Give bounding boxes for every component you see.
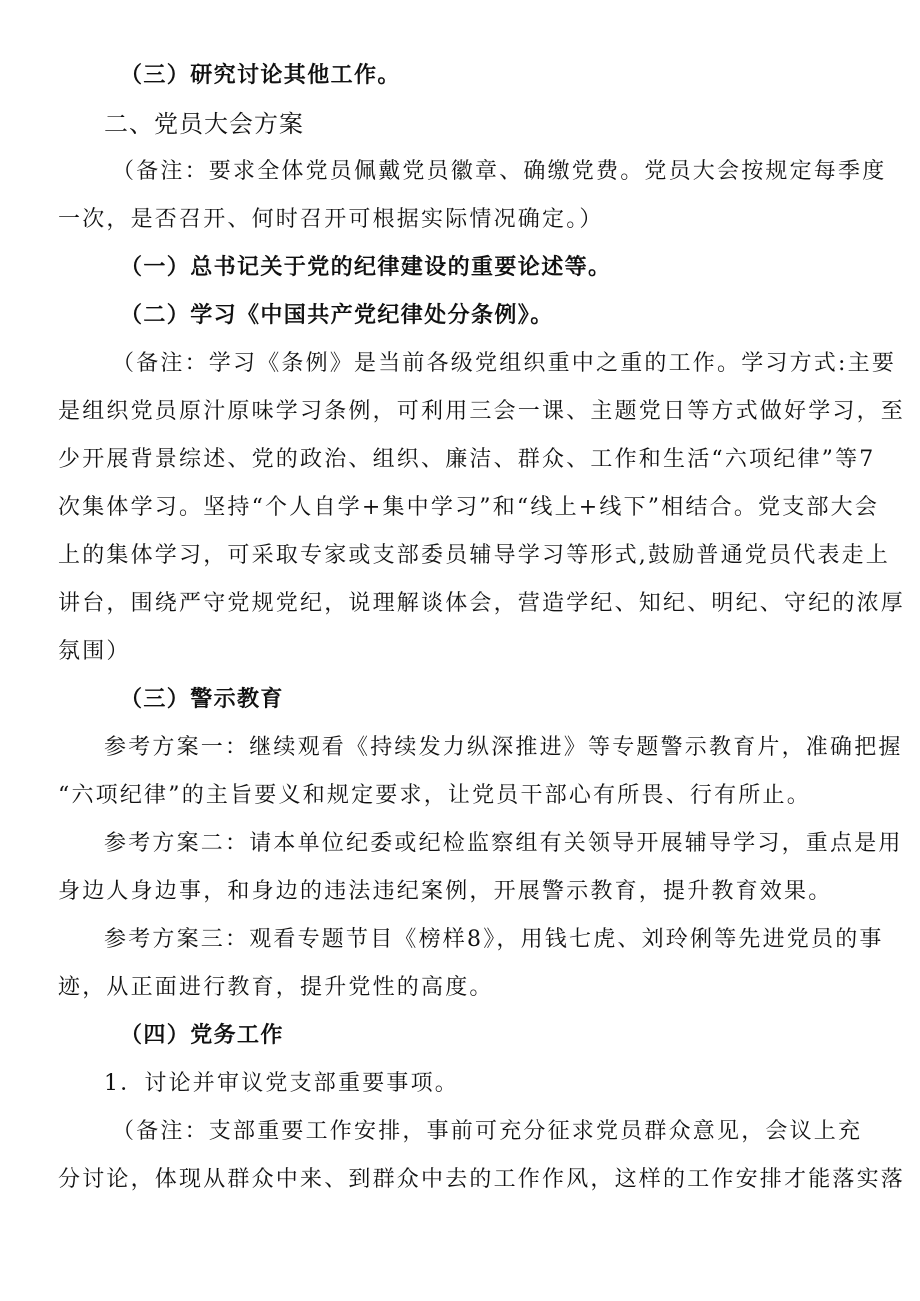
paragraph-line: 少开展背景综述、党的政治、组织、廉洁、群众、工作和生活“六项纪律”等7 — [58, 447, 876, 472]
paragraph-line: 参考方案三：观看专题节目《榜样8》，用钱七虎、刘玲俐等先进党员的事 — [104, 927, 884, 952]
paragraph-line: 次集体学习。坚持“个人自学+集中学习”和“线上+线下”相结合。党支部大会 — [58, 495, 880, 520]
subheading-party-affairs: （四）党务工作 — [120, 1023, 284, 1048]
paragraph-line: （备注：学习《条例》是当前各级党组织重中之重的工作。学习方式:主要 — [112, 351, 897, 376]
paragraph-line: 讲台，围绕严守党规党纪，说理解谈体会，营造学纪、知纪、明纪、守纪的浓厚 — [58, 591, 906, 616]
paragraph-line: 迹，从正面进行教育，提升党性的高度。 — [58, 975, 494, 1000]
subheading-other-work: （三）研究讨论其他工作。 — [120, 63, 401, 88]
paragraph-line: 氛围） — [58, 639, 131, 664]
paragraph-line: 参考方案二：请本单位纪委或纪检监察组有关领导开展辅导学习，重点是用 — [104, 831, 903, 856]
paragraph-line: （备注：要求全体党员佩戴党员徽章、确缴党费。党员大会按规定每季度 — [112, 159, 887, 184]
section-heading-party-meeting: 二、党员大会方案 — [104, 110, 304, 138]
paragraph-line: “六项纪律”的主旨要义和规定要求，让党员干部心有所畏、行有所止。 — [58, 783, 811, 808]
list-item: 1．讨论并审议党支部重要事项。 — [104, 1071, 459, 1096]
paragraph-line: （备注：支部重要工作安排，事前可充分征求党员群众意见，会议上充 — [112, 1119, 863, 1144]
paragraph-line: 一次，是否召开、何时召开可根据实际情况确定。） — [58, 207, 604, 232]
subheading-discipline-remarks: （一）总书记关于党的纪律建设的重要论述等。 — [120, 255, 612, 280]
paragraph-line: 分讨论，体现从群众中来、到群众中去的工作作风，这样的工作安排才能落实落 — [58, 1167, 906, 1192]
paragraph-line: 身边人身边事，和身边的违法违纪案例，开展警示教育，提升教育效果。 — [58, 879, 833, 904]
paragraph-line: 上的集体学习，可采取专家或支部委员辅导学习等形式,鼓励普通党员代表走上 — [58, 543, 890, 568]
paragraph-line: 参考方案一：继续观看《持续发力纵深推进》等专题警示教育片，准确把握 — [104, 735, 903, 760]
subheading-warning-education: （三）警示教育 — [120, 687, 284, 712]
paragraph-line: 是组织党员原汁原味学习条例，可利用三会一课、主题党日等方式做好学习，至 — [58, 399, 906, 424]
subheading-study-regulations: （二）学习《中国共产党纪律处分条例》。 — [120, 303, 554, 328]
